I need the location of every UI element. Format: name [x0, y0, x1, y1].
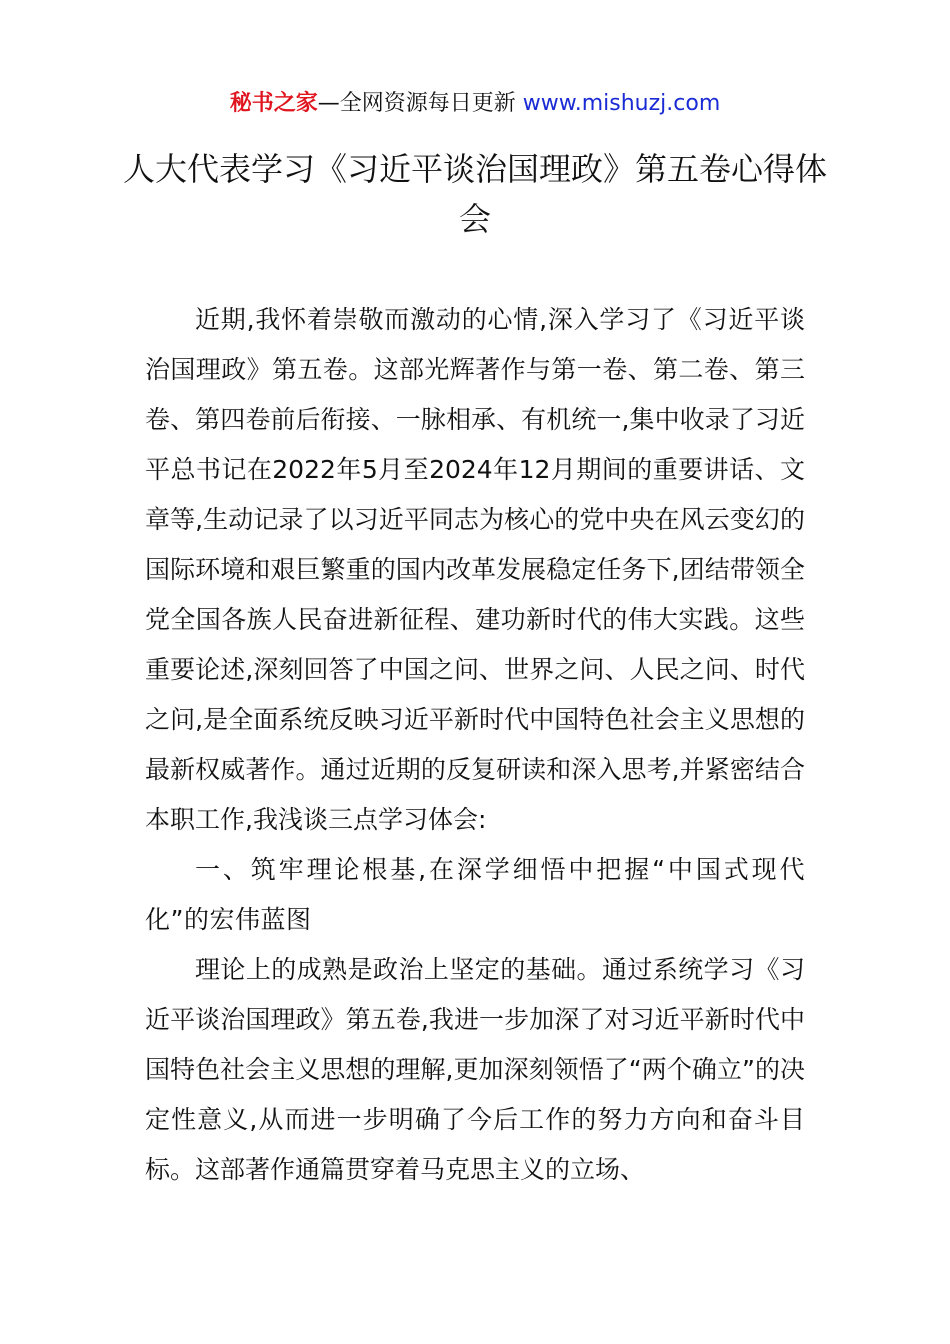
paragraph-section-1: 理论上的成熟是政治上坚定的基础。通过系统学习《习近平谈治国理政》第五卷,我进一步加深了对习近平新时代中国特色社会主义思想的理解,更加深刻领悟了“两个确立”的决定性意义,从而进一步明确了今后工作的努力方向和奋斗目标。这部著作通篇贯穿着马克思主义的立场、	[145, 955, 805, 1184]
document-body	[145, 295, 805, 1195]
section-heading-1: 一、筑牢理论根基,在深学细悟中把握“中国式现代化”的宏伟蓝图	[145, 855, 805, 934]
document-title: 人大代表学习《习近平谈治国理政》第五卷心得体会	[122, 150, 827, 238]
header-slogan: —全网资源每日更新	[317, 91, 516, 116]
brand-name: 秘书之家	[229, 91, 318, 116]
site-header	[0, 88, 950, 120]
site-url-link[interactable]: www.mishuzj.com	[522, 91, 721, 116]
paragraph-intro: 近期,我怀着崇敬而激动的心情,深入学习了《习近平谈治国理政》第五卷。这部光辉著作与第一卷、第二卷、第三卷、第四卷前后衔接、一脉相承、有机统一,集中收录了习近平总书记在2022年5月至2024年12月期间的重要讲话、文章等,生动记录了以习近平同志为核心的党中央在风云变幻的国际环境和艰巨繁重的国内改革发展稳定任务下,团结带领全党全国各族人民奋进新征程、建功新时代的伟大实践。这些重要论述,深刻回答了中国之问、世界之问、人民之问、时代之问,是全面系统反映习近平新时代中国特色社会主义思想的最新权威著作。通过近期的反复研读和深入思考,并紧密结合本职工作,我浅谈三点学习体会:	[145, 305, 805, 834]
